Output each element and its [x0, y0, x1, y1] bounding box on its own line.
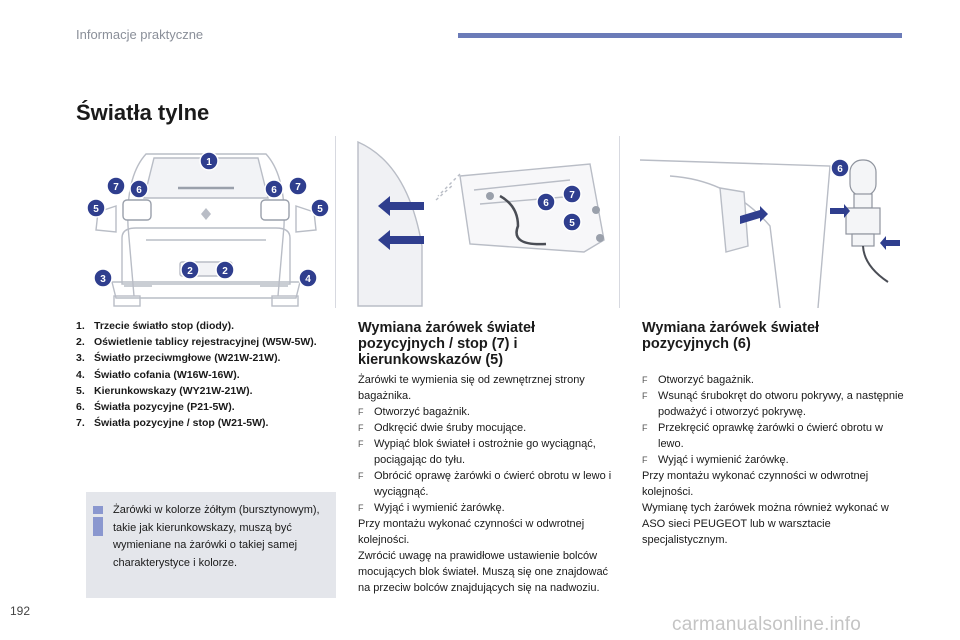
bullet-marker: F — [358, 471, 364, 481]
legend-number: 3. — [76, 352, 85, 365]
legend-number: 2. — [76, 336, 85, 349]
info-icon — [90, 506, 106, 536]
legend-item — [76, 399, 336, 415]
middle-step: F Wyjąć i wymienić żarówkę. — [358, 502, 505, 514]
bulb-badge-6 — [831, 159, 849, 177]
svg-text:5: 5 — [317, 204, 323, 215]
middle-outro: Zwrócić uwagę na prawidłowe ustawienie bolców mocujących blok świateł. Muszą się one znajdować na przeciw bolców znajdujących się na nadwoziu. — [358, 550, 609, 594]
legend-text: Światła pozycyjne (P21-5W). — [94, 401, 235, 414]
header-accent-bar — [458, 33, 902, 38]
legend-item — [76, 350, 336, 366]
bullet-marker: F — [642, 375, 648, 385]
right-column-title: Wymiana żarówek świateł pozycyjnych (6) — [642, 320, 820, 352]
car-badge-7-right — [289, 177, 307, 195]
figure-lamp-block — [350, 136, 620, 308]
bullet-marker: F — [358, 503, 364, 513]
svg-text:5: 5 — [569, 218, 575, 229]
car-badge-3 — [94, 269, 112, 287]
lamp-badge-6 — [537, 193, 555, 211]
info-text: Żarówki w kolorze żółtym (bursztynowym), takie jak kierunkowskazy, muszą być wymieniane na żarówki o takiej samej charakterystyce i kolorze. — [113, 504, 320, 570]
car-badge-5-left — [87, 199, 105, 217]
middle-outro: Przy montażu wykonać czynności w odwrotnej kolejności. — [358, 518, 585, 546]
car-badge-7-left — [107, 177, 125, 195]
svg-text:6: 6 — [271, 185, 277, 196]
legend-number: 1. — [76, 320, 85, 332]
figure-bulb-holder — [640, 136, 902, 308]
right-outro: Wymianę tych żarówek można również wykonać w ASO sieci PEUGEOT lub w warsztacie specjalistycznym. — [642, 502, 889, 546]
legend-item — [76, 334, 336, 350]
bullet-marker: F — [358, 439, 364, 449]
legend-number: 5. — [76, 384, 85, 397]
svg-text:5: 5 — [93, 204, 99, 215]
right-step: F Wsunąć śrubokręt do otworu pokrywy, a następnie podważyć i otworzyć pokrywę. — [642, 390, 904, 418]
car-badge-6-left — [130, 180, 148, 198]
svg-text:1: 1 — [206, 157, 212, 168]
legend-number: 6. — [76, 401, 85, 414]
legend-item — [76, 318, 336, 334]
bullet-marker: F — [358, 407, 364, 417]
car-badge-4 — [299, 269, 317, 287]
lamp-badge-7 — [563, 185, 581, 203]
legend-item — [76, 415, 336, 431]
car-badge-1 — [200, 152, 218, 170]
right-column-body — [642, 372, 904, 548]
legend-item — [76, 367, 336, 383]
svg-text:3: 3 — [100, 274, 106, 285]
legend-text: Światło cofania (W16W-16W). — [94, 368, 240, 381]
bullet-marker: F — [642, 391, 648, 401]
legend-number: 7. — [76, 417, 85, 430]
legend-list — [76, 318, 336, 431]
legend-text: Trzecie światło stop (diody). — [94, 320, 235, 332]
bullet-marker: F — [642, 423, 648, 433]
legend-text: Oświetlenie tablicy rejestracyjnej (W5W-5W). — [94, 336, 317, 349]
svg-text:2: 2 — [187, 266, 193, 277]
page-number: 192 — [10, 604, 31, 618]
svg-text:6: 6 — [543, 198, 549, 209]
right-step: F Przekręcić oprawkę żarówki o ćwierć obrotu w lewo. — [642, 422, 883, 450]
legend-text: Światła pozycyjne / stop (W21-5W). — [94, 417, 269, 430]
svg-text:6: 6 — [837, 164, 843, 175]
right-outro: Przy montażu wykonać czynności w odwrotnej kolejności. — [642, 470, 869, 498]
car-badge-5-right — [311, 199, 329, 217]
bullet-marker: F — [642, 455, 648, 465]
svg-text:7: 7 — [295, 182, 301, 193]
right-step: F Wyjąć i wymienić żarówkę. — [642, 454, 789, 466]
svg-text:4: 4 — [305, 274, 311, 285]
svg-text:2: 2 — [222, 266, 228, 277]
middle-step: F Odkręcić dwie śruby mocujące. — [358, 422, 527, 434]
svg-text:7: 7 — [569, 190, 575, 201]
middle-column-body — [358, 372, 620, 596]
svg-text:6: 6 — [136, 185, 142, 196]
watermark: carmanualsonline.info — [672, 614, 862, 635]
figure-car-rear — [76, 136, 336, 308]
info-box — [86, 492, 336, 598]
legend-number: 4. — [76, 368, 85, 381]
legend-text: Światło przeciwmgłowe (W21W-21W). — [94, 352, 281, 365]
car-badge-2-left — [181, 261, 199, 279]
svg-text:7: 7 — [113, 182, 119, 193]
section-title: Światła tylne — [76, 100, 210, 125]
middle-column-title: Wymiana żarówek świateł pozycyjnych / stop (7) i kierunkowskazów (5) — [358, 320, 536, 368]
car-badge-6-right — [265, 180, 283, 198]
middle-step: F Otworzyć bagażnik. — [358, 406, 470, 418]
middle-step: F Obrócić oprawę żarówki o ćwierć obrotu w lewo i wyciągnąć. — [358, 470, 612, 498]
lamp-badge-5 — [563, 213, 581, 231]
car-badge-2-right — [216, 261, 234, 279]
middle-step: F Wypiąć blok świateł i ostrożnie go wyciągnąć, pociągając do tyłu. — [358, 438, 596, 466]
legend-item — [76, 383, 336, 399]
right-step: F Otworzyć bagażnik. — [642, 374, 754, 386]
middle-intro: Żarówki te wymienia się od zewnętrznej strony bagażnika. — [358, 374, 585, 402]
header-title: Informacje praktyczne — [76, 27, 204, 42]
bullet-marker: F — [358, 423, 364, 433]
legend-text: Kierunkowskazy (WY21W-21W). — [94, 384, 253, 397]
